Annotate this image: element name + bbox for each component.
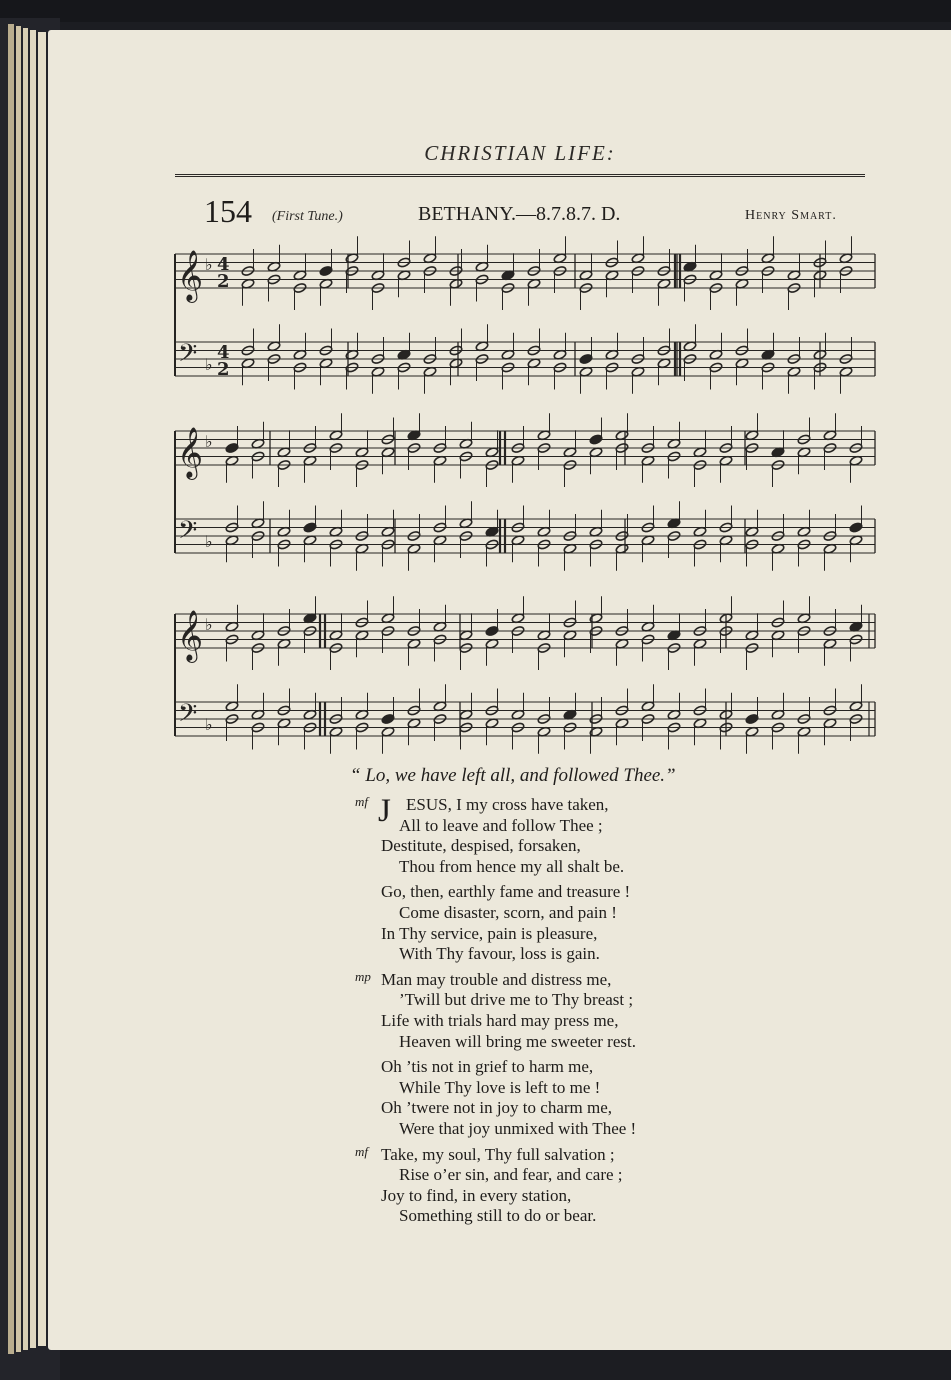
verse xyxy=(352,1145,772,1227)
verse-line xyxy=(352,970,772,991)
note-head xyxy=(225,442,239,453)
note-head xyxy=(485,625,499,636)
bass-clef-icon: 𝄢 xyxy=(178,699,198,734)
verse-line-text: ESUS, I my cross have taken, xyxy=(406,795,609,814)
verse-line-text: In Thy service, pain is pleasure, xyxy=(381,923,598,943)
music-score xyxy=(170,230,880,755)
verse-line xyxy=(352,1206,772,1227)
verse xyxy=(352,970,772,1052)
verse-line-text: Take, my soul, Thy full salvation ; xyxy=(381,1144,615,1164)
verse-line-text: Destitute, despised, forsaken, xyxy=(381,836,581,856)
verse-line xyxy=(352,1032,772,1053)
verse-line-text: Oh ’tis not in grief to harm me, xyxy=(381,1057,594,1077)
flat-icon: ♭ xyxy=(205,255,213,274)
hymn-number: 154 xyxy=(204,193,252,229)
verse-line-text: Oh ’twere not in joy to charm me, xyxy=(381,1098,613,1118)
drop-cap: J xyxy=(378,793,391,829)
flat-icon: ♭ xyxy=(205,432,213,451)
verse-line-text: Come disaster, scorn, and pain ! xyxy=(399,902,617,922)
book-cover-edge xyxy=(0,0,951,22)
time-signature-upper: 4 xyxy=(217,342,230,363)
verse-line xyxy=(352,1057,772,1078)
verse-line-text: All to leave and follow Thee ; xyxy=(399,815,603,835)
verse xyxy=(352,1057,772,1139)
verse-line-text: ’Twill but drive me to Thy breast ; xyxy=(399,990,634,1010)
verse-line xyxy=(352,1119,772,1140)
verse-line xyxy=(352,924,772,945)
flat-icon: ♭ xyxy=(205,355,213,374)
bass-clef-icon: 𝄢 xyxy=(178,516,198,551)
verse-line-text: Rise o’er sin, and fear, and care ; xyxy=(399,1165,623,1185)
verse-line xyxy=(352,1098,772,1119)
verse-line xyxy=(352,1145,772,1166)
verse-line xyxy=(352,990,772,1011)
verse-line xyxy=(352,836,772,857)
note-head xyxy=(589,434,603,445)
treble-clef-icon: 𝄞 xyxy=(177,250,204,301)
time-signature-lower: 2 xyxy=(217,359,230,380)
verse-line-text: Heaven will bring me sweeter rest. xyxy=(399,1031,636,1051)
flat-icon: ♭ xyxy=(205,715,213,734)
note-head xyxy=(579,353,593,364)
flat-icon: ♭ xyxy=(205,615,213,634)
verse-line xyxy=(352,1078,772,1099)
verse-line xyxy=(352,857,772,878)
verse-line xyxy=(352,1011,772,1032)
verse-line xyxy=(352,1186,772,1207)
verse-line-text: Were that joy unmixed with Thee ! xyxy=(399,1118,637,1138)
tune-title: BETHANY.—8.7.8.7. D. xyxy=(418,203,621,225)
epigraph: “ Lo, we have left all, and followed Thee.” xyxy=(350,765,676,786)
time-signature-upper: 4 xyxy=(217,254,230,275)
verse-line xyxy=(352,903,772,924)
time-signature-lower: 2 xyxy=(217,271,230,292)
bass-clef-icon: 𝄢 xyxy=(178,339,198,374)
verse xyxy=(352,882,772,964)
verse-line-text: While Thy love is left to me ! xyxy=(399,1077,601,1097)
verse-line xyxy=(352,944,772,965)
note-head xyxy=(745,713,759,724)
dynamic-marking: mf xyxy=(355,1143,368,1159)
note-head xyxy=(381,713,395,724)
note-head xyxy=(303,522,317,533)
treble-clef-icon: 𝄞 xyxy=(177,427,204,478)
running-head: CHRISTIAN LIFE: xyxy=(424,141,616,165)
verse-line-text: Joy to find, in every station, xyxy=(381,1185,572,1205)
verse xyxy=(352,795,772,877)
hymn-text xyxy=(352,795,772,1232)
dynamic-marking: mp xyxy=(355,968,371,984)
verse-line xyxy=(352,882,772,903)
verse-line xyxy=(352,816,772,837)
composer: Henry Smart. xyxy=(745,208,837,223)
verse-line-text: Man may trouble and distress me, xyxy=(381,969,612,989)
header-rule xyxy=(175,174,865,177)
tune-note: (First Tune.) xyxy=(272,209,343,224)
verse-line-text: Thou from hence my all shalt be. xyxy=(399,856,625,876)
note-head xyxy=(849,522,863,533)
flat-icon: ♭ xyxy=(205,532,213,551)
verse-line-text: With Thy favour, loss is gain. xyxy=(399,944,600,964)
verse-line xyxy=(352,1165,772,1186)
note-head xyxy=(319,265,333,276)
verse-line-text: Something still to do or bear. xyxy=(399,1206,597,1226)
verse-line-text: Go, then, earthly fame and treasure ! xyxy=(381,882,631,902)
dynamic-marking: mf xyxy=(355,794,368,809)
verse-line-text: Life with trials hard may press me, xyxy=(381,1010,619,1030)
treble-clef-icon: 𝄞 xyxy=(177,610,204,661)
